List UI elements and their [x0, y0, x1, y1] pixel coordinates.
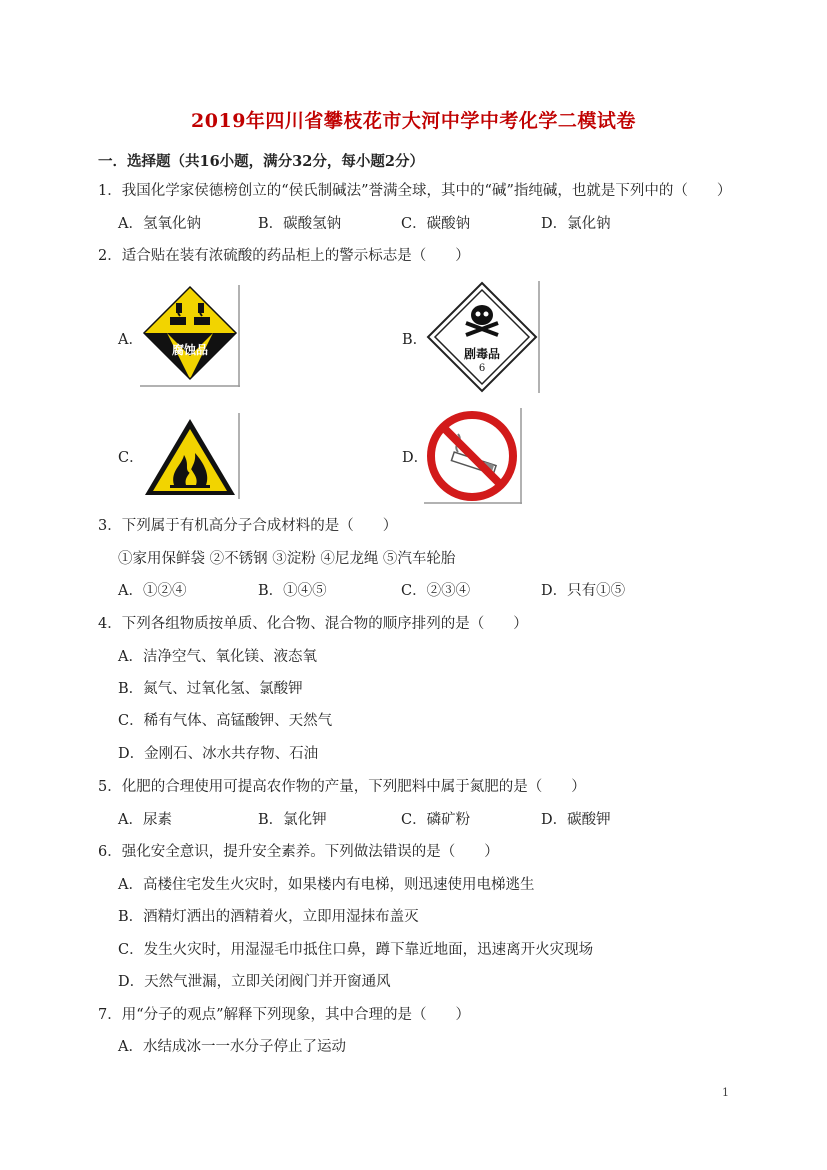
q3-option-b: B．①④⑤	[258, 583, 327, 599]
q3-item-list: ①家用保鲜袋 ②不锈钢 ③淀粉 ④尼龙绳 ⑤汽车轮胎	[118, 551, 456, 567]
question-6-stem: 6．强化安全意识，提升安全素养。下列做法错误的是（ ）	[98, 844, 499, 860]
q2-option-c-label: C．	[118, 450, 144, 466]
corrosive-sign-image	[140, 285, 240, 387]
q2-option-d-label: D．	[402, 450, 429, 466]
q6-option-b: B．酒精灯洒出的酒精着火，立即用湿抹布盖灭	[118, 909, 419, 925]
q3-option-c: C．②③④	[401, 583, 471, 599]
q1-option-b: B．碳酸氢钠	[258, 216, 342, 232]
question-4-stem: 4．下列各组物质按单质、化合物、混合物的顺序排列的是（ ）	[98, 616, 528, 632]
q6-option-a: A．高楼住宅发生火灾时，如果楼内有电梯，则迅速使用电梯逃生	[118, 877, 535, 893]
q5-option-a: A．尿素	[118, 812, 172, 828]
q1-option-a: A．氢氧化钠	[118, 216, 201, 232]
question-1-stem: 1．我国化学家侯德榜创立的“侯氏制碱法”誉满全球，其中的“碱”指纯碱，也就是下列中的（ ）	[98, 183, 732, 199]
flammable-sign-image	[140, 413, 240, 499]
q2-option-a-label: A．	[118, 332, 143, 348]
q6-option-c: C．发生火灾时，用湿湿毛巾抵住口鼻，蹲下靠近地面，迅速离开火灾现场	[118, 942, 594, 958]
section-heading: 一．选择题（共16小题，满分32分，每小题2分）	[98, 153, 424, 170]
corrosive-sign-text: 腐蚀品	[171, 343, 208, 357]
q5-option-c: C．磷矿粉	[401, 812, 471, 828]
page-number: 1	[722, 1086, 729, 1099]
q4-option-c: C．稀有气体、高锰酸钾、天然气	[118, 713, 333, 729]
question-5-stem: 5．化肥的合理使用可提高农作物的产量，下列肥料中属于氮肥的是（ ）	[98, 779, 586, 795]
toxic-sign-image	[424, 281, 540, 393]
q4-option-d: D．金刚石、冰水共存物、石油	[118, 746, 319, 762]
q5-option-d: D．碳酸钾	[541, 812, 611, 828]
page-title: 2019年四川省攀枝花市大河中学中考化学二模试卷	[191, 110, 636, 132]
q3-option-a: A．①②④	[118, 583, 187, 599]
question-7-stem: 7．用“分子的观点”解释下列现象，其中合理的是（ ）	[98, 1007, 471, 1023]
q1-option-d: D．氯化钠	[541, 216, 611, 232]
q4-option-b: B．氮气、过氧化氢、氯酸钾	[118, 681, 303, 697]
q6-option-d: D．天然气泄漏，立即关闭阀门并开窗通风	[118, 974, 391, 990]
toxic-sign-text: 剧毒品	[463, 347, 500, 361]
no-smoking-sign-image	[424, 408, 522, 504]
q1-option-c: C．碳酸钠	[401, 216, 471, 232]
q3-option-d: D．只有①⑤	[541, 583, 626, 599]
q5-option-b: B．氯化钾	[258, 812, 327, 828]
question-3-stem: 3．下列属于有机高分子合成材料的是（ ）	[98, 518, 398, 534]
question-2-stem: 2．适合贴在装有浓硫酸的药品柜上的警示标志是（ ）	[98, 248, 470, 264]
q4-option-a: A．洁净空气、氧化镁、液态氧	[118, 649, 317, 665]
q7-option-a: A．水结成冰一一水分子停止了运动	[118, 1039, 346, 1055]
q2-option-b-label: B．	[402, 332, 428, 348]
toxic-sign-class-number: 6	[478, 363, 486, 374]
